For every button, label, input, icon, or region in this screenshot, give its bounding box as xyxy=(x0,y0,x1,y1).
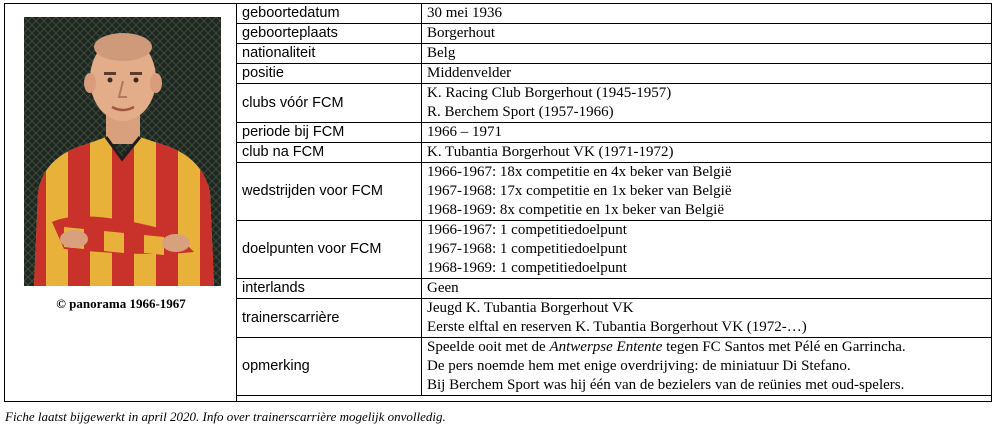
table-row xyxy=(237,299,992,338)
value-line: 1968-1969: 1 competitiedoelpunt xyxy=(427,260,627,276)
player-portrait-illustration xyxy=(24,17,221,286)
row-value xyxy=(422,4,993,24)
player-info-table xyxy=(237,4,992,396)
row-value xyxy=(422,338,993,396)
value-line: 1966-1967: 18x competitie en 4x beker van België xyxy=(427,164,732,180)
value-line: Borgerhout xyxy=(427,25,496,41)
table-row xyxy=(237,123,992,143)
row-label: periode bij FCM xyxy=(237,123,422,143)
value-line: Middenvelder xyxy=(427,65,512,81)
footnote: Fiche laatst bijgewerkt in april 2020. Info over trainerscarrière mogelijk onvolledig. xyxy=(5,409,446,424)
row-label: clubs vóór FCM xyxy=(237,84,422,123)
row-label: geboorteplaats xyxy=(237,24,422,44)
row-label: geboortedatum xyxy=(237,4,422,24)
row-label: trainerscarrière xyxy=(237,299,422,338)
table-row xyxy=(237,4,992,24)
value-line: Geen xyxy=(427,280,459,296)
photo-cell xyxy=(5,4,237,401)
player-fiche xyxy=(4,3,992,402)
table-row xyxy=(237,163,992,221)
value-line: Bij Berchem Sport was hij één van de bezielers van de reünies met oud-spelers. xyxy=(427,377,905,393)
table-row xyxy=(237,44,992,64)
row-value xyxy=(422,24,993,44)
value-line: 1966 – 1971 xyxy=(427,124,502,140)
row-value xyxy=(422,64,993,84)
table-row xyxy=(237,84,992,123)
player-photo xyxy=(24,17,221,286)
value-line: K. Racing Club Borgerhout (1945-1957) xyxy=(427,85,672,101)
row-label: opmerking xyxy=(237,338,422,396)
row-value xyxy=(422,44,993,64)
value-line: 30 mei 1936 xyxy=(427,5,502,21)
value-line: R. Berchem Sport (1957-1966) xyxy=(427,104,614,120)
table-row xyxy=(237,143,992,163)
value-line: De pers noemde hem met enige overdrijving: de miniatuur Di Stefano. xyxy=(427,358,851,374)
value-line: 1966-1967: 1 competitiedoelpunt xyxy=(427,222,627,238)
row-value xyxy=(422,84,993,123)
row-value xyxy=(422,123,993,143)
table-row xyxy=(237,24,992,44)
table-row xyxy=(237,279,992,299)
row-value xyxy=(422,163,993,221)
row-value xyxy=(422,279,993,299)
row-value xyxy=(422,221,993,279)
photo-caption: © panorama 1966-1967 xyxy=(56,296,186,311)
row-value xyxy=(422,143,993,163)
value-line: Belg xyxy=(427,45,456,61)
value-line: 1967-1968: 17x competitie en 1x beker van België xyxy=(427,183,732,199)
row-label: positie xyxy=(237,64,422,84)
row-value xyxy=(422,299,993,338)
table-row xyxy=(237,338,992,396)
value-line: K. Tubantia Borgerhout VK (1971-1972) xyxy=(427,144,674,160)
table-row xyxy=(237,64,992,84)
row-label: wedstrijden voor FCM xyxy=(237,163,422,221)
row-label: club na FCM xyxy=(237,143,422,163)
value-line: Eerste elftal en reserven K. Tubantia Borgerhout VK (1972-…) xyxy=(427,319,807,335)
team-name-emphasis: Antwerpse Entente xyxy=(549,339,663,355)
table-row xyxy=(237,221,992,279)
row-label: doelpunten voor FCM xyxy=(237,221,422,279)
value-line: Speelde ooit met de Antwerpse Entente tegen FC Santos met Pélé en Garrincha. xyxy=(427,339,906,355)
value-line: 1968-1969: 8x competitie en 1x beker van België xyxy=(427,202,725,218)
value-line: Jeugd K. Tubantia Borgerhout VK xyxy=(427,300,634,316)
value-line: 1967-1968: 1 competitiedoelpunt xyxy=(427,241,627,257)
row-label: nationaliteit xyxy=(237,44,422,64)
row-label: interlands xyxy=(237,279,422,299)
